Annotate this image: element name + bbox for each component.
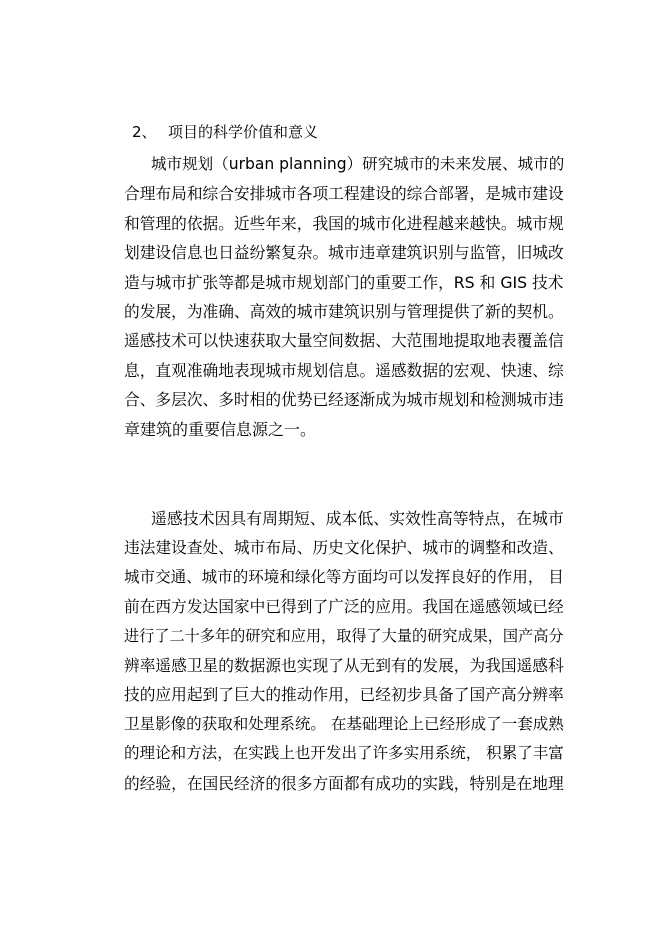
- paragraph-line: 城市规划（urban planning）研究城市的未来发展、城市的: [151, 155, 565, 173]
- paragraph-line: 遥感技术因具有周期短、成本低、实效性高等特点，在城市: [151, 509, 564, 528]
- paragraph-line: 技的应用起到了巨大的推动作用，已经初步具备了国产高分辨率: [124, 685, 564, 705]
- paragraph-line: 前在西方发达国家中已得到了广泛的应用。我国在遥感领域已经: [124, 597, 564, 617]
- section-number: 2、: [132, 123, 157, 141]
- paragraph-line: 的发展，为准确、高效的城市建筑识别与管理提供了新的契机。: [124, 301, 564, 321]
- paragraph-line: 城市交通、城市的环境和绿化等方面均可以发挥良好的作用， 目: [124, 567, 564, 586]
- section-heading: [132, 122, 318, 142]
- paragraph-line: 合理布局和综合安排城市各项工程建设的综合部署，是城市建设: [124, 184, 564, 204]
- paragraph-line: 的经验，在国民经济的很多方面都有成功的实践，特别是在地理: [124, 773, 564, 793]
- paragraph-line: 和管理的依据。近些年来，我国的城市化进程越来越快。城市规: [124, 213, 564, 233]
- paragraph-line: 的理论和方法，在实践上也开发出了许多实用系统， 积累了丰富: [124, 744, 564, 763]
- paragraph-line: 卫星影像的获取和处理系统。 在基础理论上已经形成了一套成熟: [124, 714, 564, 733]
- paragraph-1: [124, 150, 564, 444]
- paragraph-2: [124, 504, 564, 798]
- paragraph-line: 违法建设查处、城市布局、历史文化保护、城市的调整和改造、: [124, 538, 564, 558]
- paragraph-line: 辨率遥感卫星的数据源也实现了从无到有的发展，为我国遥感科: [124, 655, 564, 675]
- paragraph-line: 进行了二十多年的研究和应用，取得了大量的研究成果，国产高分: [124, 626, 564, 645]
- section-title: 项目的科学价值和意义: [168, 123, 319, 141]
- paragraph-line: 息，直观准确地表现城市规划信息。遥感数据的宏观、快速、综: [124, 360, 564, 380]
- paragraph-line: 划建设信息也日益纷繁复杂。城市违章建筑识别与监管，旧城改: [124, 243, 564, 263]
- paragraph-line: 章建筑的重要信息源之一。: [124, 419, 317, 439]
- paragraph-line: 合、多层次、多时相的优势已经逐渐成为城市规划和检测城市违: [124, 390, 564, 410]
- paragraph-line: 遥感技术可以快速获取大量空间数据、大范围地提取地表覆盖信: [124, 331, 564, 351]
- paragraph-line: 造与城市扩张等都是城市规划部门的重要工作，RS 和 GIS 技术: [124, 272, 564, 292]
